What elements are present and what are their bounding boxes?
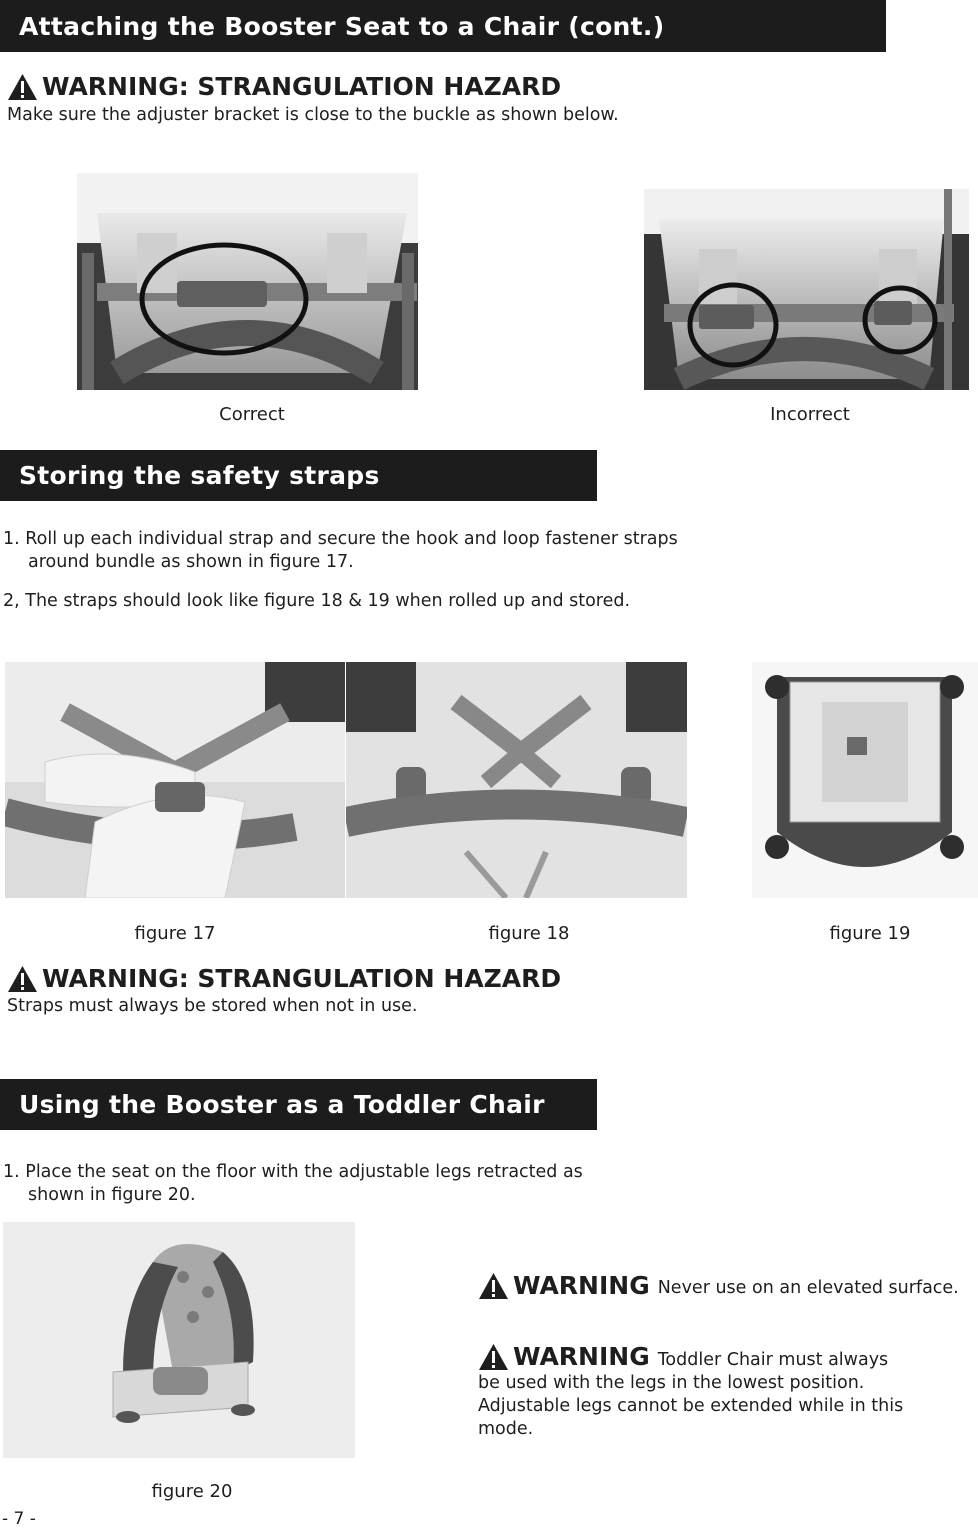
toddler-step-1-line-2: shown in figure 20. xyxy=(28,1185,196,1205)
strangulation-warning-title-text-2: WARNING: STRANGULATION HAZARD xyxy=(42,964,562,993)
caption-figure-18: figure 18 xyxy=(488,923,570,944)
caption-figure-20: figure 20 xyxy=(151,1481,233,1502)
figure-19-photo xyxy=(752,662,978,898)
section-banner-storing xyxy=(0,450,597,501)
section-banner-toddler-chair xyxy=(0,1079,597,1130)
warning-triangle-icon xyxy=(478,1272,509,1300)
figure-20-photo xyxy=(3,1222,355,1458)
storing-step-1-line-1: 1. Roll up each individual strap and secure the hook and loop fastener straps xyxy=(3,529,678,549)
adjuster-warning-text: Make sure the adjuster bracket is close to the buckle as shown below. xyxy=(7,105,619,125)
strangulation-warning-title-1 xyxy=(7,72,561,101)
elevated-surface-warning xyxy=(478,1271,959,1300)
correct-photo xyxy=(77,173,418,390)
caption-incorrect: Incorrect xyxy=(770,404,850,425)
legs-position-warning-text-4: mode. xyxy=(478,1419,534,1439)
toddler-step-1-line-1: 1. Place the seat on the floor with the adjustable legs retracted as xyxy=(3,1162,583,1182)
caption-figure-19: figure 19 xyxy=(829,923,911,944)
section-banner-attaching xyxy=(0,0,886,52)
legs-position-warning-text-2: be used with the legs in the lowest position. xyxy=(478,1373,865,1393)
page-number: - 7 - xyxy=(2,1509,36,1529)
section-banner-attaching-text: Attaching the Booster Seat to a Chair (cont.) xyxy=(19,11,665,41)
figure-17-photo xyxy=(5,662,345,898)
caption-correct: Correct xyxy=(219,404,285,425)
legs-position-warning xyxy=(478,1342,888,1371)
figure-18-photo xyxy=(346,662,687,898)
incorrect-photo xyxy=(644,189,969,390)
legs-position-warning-text-1: Toddler Chair must always xyxy=(657,1349,889,1370)
elevated-surface-warning-text: Never use on an elevated surface. xyxy=(657,1277,959,1298)
section-banner-storing-text: Storing the safety straps xyxy=(19,461,380,490)
caption-figure-17: figure 17 xyxy=(134,923,216,944)
warning-triangle-icon xyxy=(7,965,38,993)
straps-stored-warning-text: Straps must always be stored when not in use. xyxy=(7,996,418,1016)
warning-triangle-icon xyxy=(478,1343,509,1371)
storing-step-1-line-2: around bundle as shown in figure 17. xyxy=(28,552,354,572)
storing-step-2: 2, The straps should look like figure 18 & 19 when rolled up and stored. xyxy=(3,591,631,611)
legs-position-warning-text-3: Adjustable legs cannot be extended while in this xyxy=(478,1396,904,1416)
strangulation-warning-title-text-1: WARNING: STRANGULATION HAZARD xyxy=(42,72,562,101)
section-banner-toddler-chair-text: Using the Booster as a Toddler Chair xyxy=(19,1090,545,1119)
elevated-surface-warning-label: WARNING xyxy=(513,1271,650,1300)
strangulation-warning-title-2 xyxy=(7,964,561,993)
warning-triangle-icon xyxy=(7,73,38,101)
legs-position-warning-label: WARNING xyxy=(513,1342,650,1371)
